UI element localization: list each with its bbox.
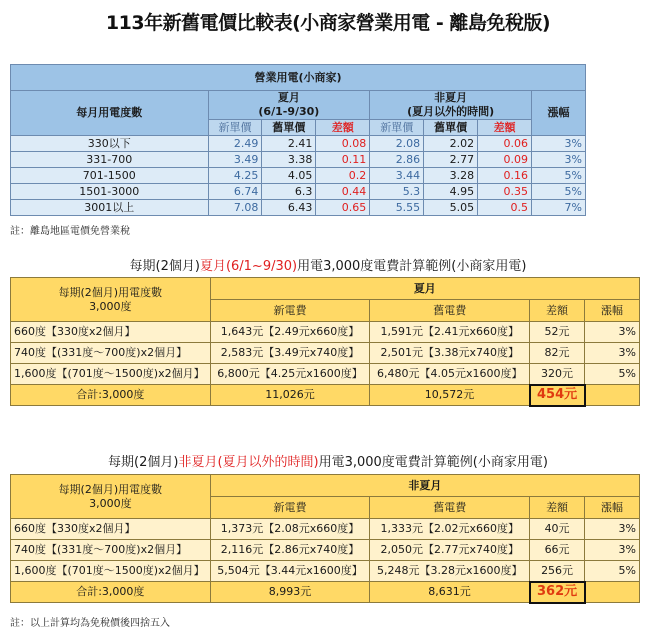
summer-old-price-header: 舊單價 (262, 120, 316, 136)
nonsummer-example-table (10, 474, 640, 604)
old-fee-header: 舊電費 (370, 497, 530, 519)
table-row: 701-1500 4.25 4.05 0.2 3.44 3.28 0.16 5% (11, 168, 586, 184)
usage-column-header: 每月用電度數 (11, 91, 209, 136)
table-row: 330以下 2.49 2.41 0.08 2.08 2.02 0.06 3% (11, 136, 586, 152)
table-row: 1,600度【(701度～1500度)x2個月】 5,504元【3.44元x1600度】 5,248元【3.28元x1600度】 256元 5% (11, 561, 640, 582)
table-top-header: 營業用電(小商家) (11, 65, 586, 91)
page-title: 113年新舊電價比較表(小商家營業用電 - 離島免稅版) (105, 12, 551, 34)
summer-example-caption: 每期(2個月)夏月(6/1~9/30)用電3,000度電費計算範例(小商家用電) (129, 259, 527, 274)
total-diff-highlight: 454元 (530, 385, 585, 406)
table-row: 660度【330度x2個月】 1,643元【2.49元x660度】 1,591元【2.41元x660度】 52元 3% (11, 322, 640, 343)
increase-header: 漲幅 (532, 91, 586, 136)
pct-header: 漲幅 (585, 497, 640, 519)
rounding-note: 註：以上計算均為免稅價後四捨五入 (10, 618, 170, 629)
table-row: 1501-3000 6.74 6.3 0.44 5.3 4.95 0.35 5% (11, 184, 586, 200)
summer-header: 夏月 (6/1-9/30) (208, 91, 370, 120)
summer-diff-header: 差額 (316, 120, 370, 136)
table-row: 1,600度【(701度～1500度)x2個月】 6,800元【4.25元x1600度】 6,480元【4.05元x1600度】 320元 5% (11, 364, 640, 385)
table-row: 660度【330度x2個月】 1,373元【2.08元x660度】 1,333元【2.02元x660度】 40元 3% (11, 519, 640, 540)
usage-header: 每期(2個月)用電度數 3,000度 (11, 475, 211, 519)
new-fee-header: 新電費 (210, 300, 370, 322)
table-row: 740度【(331度～700度)x2個月】 2,116元【2.86元x740度】 2,050元【2.77元x740度】 66元 3% (11, 540, 640, 561)
old-fee-header: 舊電費 (370, 300, 530, 322)
table-row: 331-700 3.49 3.38 0.11 2.86 2.77 0.09 3% (11, 152, 586, 168)
nonsummer-example-caption: 每期(2個月)非夏月(夏月以外的時間)用電3,000度電費計算範例(小商家用電) (108, 455, 548, 470)
nonsummer-old-price-header: 舊單價 (424, 120, 478, 136)
summer-new-price-header: 新單價 (208, 120, 262, 136)
table-row: 740度【(331度～700度)x2個月】 2,583元【3.49元x740度】 2,501元【3.38元x740度】 82元 3% (11, 343, 640, 364)
rate-comparison-table (10, 64, 586, 216)
nonsummer-diff-header: 差額 (478, 120, 532, 136)
pct-header: 漲幅 (585, 300, 640, 322)
tax-note: 註：離島地區電價免營業稅 (10, 226, 130, 237)
total-row: 合計:3,000度 8,993元 8,631元 362元 (11, 582, 640, 603)
nonsummer-new-price-header: 新單價 (370, 120, 424, 136)
nonsummer-header: 非夏月 (夏月以外的時間) (370, 91, 532, 120)
usage-header: 每期(2個月)用電度數 3,000度 (11, 278, 211, 322)
summer-example-table (10, 277, 640, 407)
season-group-header: 夏月 (210, 278, 639, 300)
diff-header: 差額 (530, 497, 585, 519)
total-row: 合計:3,000度 11,026元 10,572元 454元 (11, 385, 640, 406)
total-diff-highlight: 362元 (530, 582, 585, 603)
diff-header: 差額 (530, 300, 585, 322)
season-group-header: 非夏月 (210, 475, 639, 497)
table-row: 3001以上 7.08 6.43 0.65 5.55 5.05 0.5 7% (11, 200, 586, 216)
new-fee-header: 新電費 (210, 497, 370, 519)
